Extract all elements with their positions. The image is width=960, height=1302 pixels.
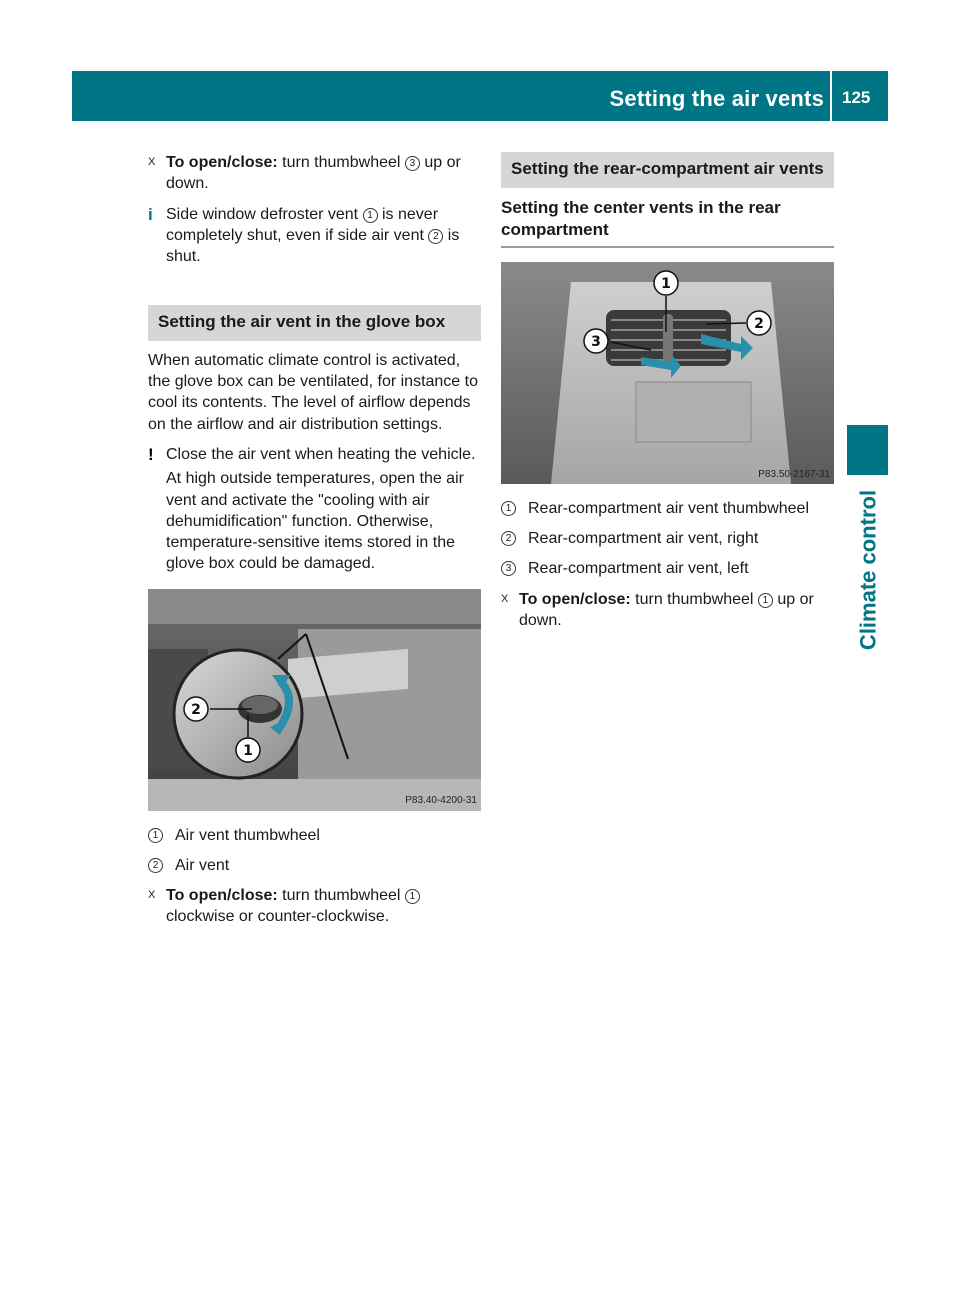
section-heading-rear-vents: Setting the rear-compartment air vents bbox=[501, 152, 834, 188]
step-marker-icon: X bbox=[148, 889, 156, 902]
side-tab-label: Climate control bbox=[854, 489, 880, 651]
header-divider bbox=[830, 71, 832, 121]
page-number: 125 bbox=[842, 88, 871, 107]
step-instruction: X To open/close: turn thumbwheel 1 clockwise or counter-clockwise. bbox=[148, 885, 481, 928]
rear-vents-photo bbox=[501, 262, 834, 484]
image-ref-code: P83.40-4200-31 bbox=[405, 795, 477, 807]
warning-note: ! Close the air vent when heating the vehicle. At high outside temperatures, open the air vent and activate the "cooling with air dehumidification" function. Otherwise, temperature-sensitive items stored in the glove box could be damaged. bbox=[148, 445, 476, 573]
legend-item: 2 Air vent bbox=[148, 855, 481, 876]
warning-icon: ! bbox=[148, 445, 154, 464]
legend-item: 3 Rear-compartment air vent, left bbox=[501, 558, 834, 579]
section-heading-glove-box: Setting the air vent in the glove box bbox=[148, 305, 481, 341]
step-instruction: X To open/close: turn thumbwheel 1 up or down. bbox=[501, 590, 814, 629]
legend-item: 1 Air vent thumbwheel bbox=[148, 825, 481, 846]
callout-1: 1 bbox=[661, 275, 671, 292]
step-instruction: X To open/close: turn thumbwheel 3 up or down. bbox=[148, 154, 461, 193]
legend-item: 2 Rear-compartment air vent, right bbox=[501, 528, 834, 549]
glove-box-photo bbox=[148, 589, 481, 811]
ref-circle: 1 bbox=[405, 889, 420, 904]
callout-3: 3 bbox=[591, 333, 601, 350]
callout-1: 1 bbox=[243, 742, 253, 759]
info-icon: i bbox=[148, 204, 153, 224]
info-note: i Side window defroster vent 1 is never completely shut, even if side air vent 2 is shut. bbox=[148, 204, 460, 266]
ref-circle: 2 bbox=[428, 229, 443, 244]
ref-circle: 1 bbox=[363, 208, 378, 223]
subheading-center-vents: Setting the center vents in the rear compartment bbox=[501, 197, 834, 248]
image-ref-code: P83.50-2167-31 bbox=[758, 468, 830, 480]
callout-2: 2 bbox=[754, 315, 764, 332]
page-title: Setting the air vents bbox=[609, 86, 824, 111]
callout-2: 2 bbox=[191, 701, 201, 718]
step-marker-icon: X bbox=[501, 592, 509, 605]
legend-item: 1 Rear-compartment air vent thumbwheel bbox=[501, 498, 834, 519]
side-tab bbox=[847, 425, 888, 475]
left-column bbox=[148, 152, 481, 937]
ref-circle: 1 bbox=[758, 593, 773, 608]
right-column bbox=[501, 152, 834, 640]
step-marker-icon: X bbox=[148, 156, 156, 168]
ref-circle: 3 bbox=[405, 156, 420, 171]
glove-box-paragraph: When automatic climate control is activated, the glove box can be ventilated, for instance to cool its contents. The level of airflow depends on the airflow and air distribution settings. bbox=[148, 351, 478, 433]
